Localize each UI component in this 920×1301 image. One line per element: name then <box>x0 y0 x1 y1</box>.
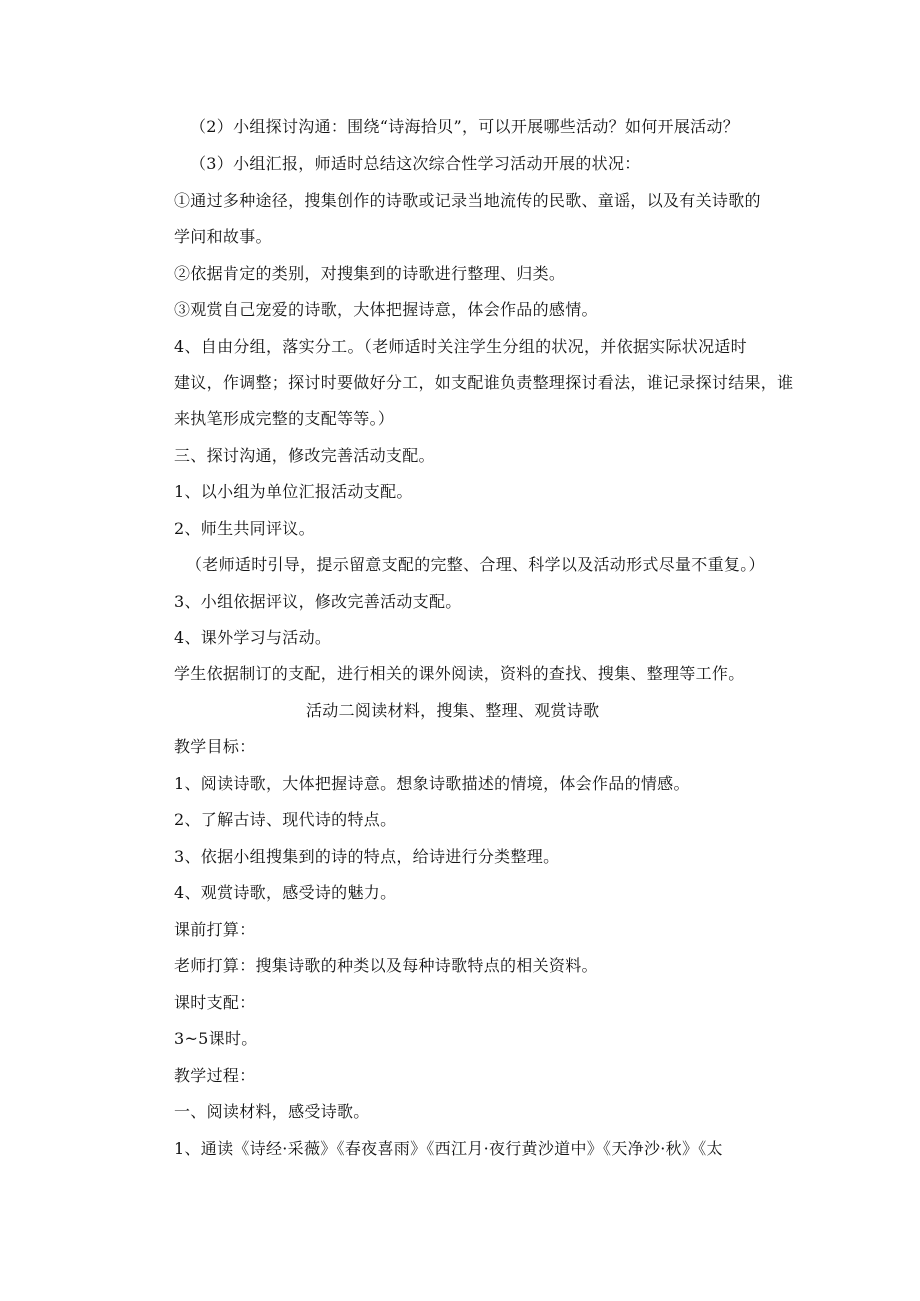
teaching-process-heading: 教学过程： <box>174 1066 256 1085</box>
paragraph-group-report: （3）小组汇报，师适时总结这次综合性学习活动开展的状况： <box>190 154 641 173</box>
preparation-heading: 课前打算： <box>174 920 256 939</box>
paragraph-item-3: ③观赏自己宠爱的诗歌，大体把握诗意，体会作品的感情。 <box>174 300 598 319</box>
goal-1: 1、阅读诗歌，大体把握诗意。想象诗歌描述的情境，体会作品的情感。 <box>174 774 690 793</box>
paragraph-grouping-line-3: 来执笔形成完整的支配等等。） <box>174 409 395 428</box>
paragraph-grouping-line-1: 4、自由分组，落实分工。（老师适时关注学生分组的状况，并依据实际状况适时 <box>174 337 747 356</box>
paragraph-step-4: 4、课外学习与活动。 <box>174 628 332 647</box>
paragraph-grouping-line-2: 建议，作调整；探讨时要做好分工，如支配谁负责整理探讨看法，谁记录探讨结果，谁 <box>174 373 794 392</box>
section-heading-three: 三、探讨沟通，修改完善活动支配。 <box>174 446 435 465</box>
paragraph-teacher-note: （老师适时引导，提示留意支配的完整、合理、科学以及活动形式尽量不重复。） <box>186 555 765 574</box>
paragraph-step-3: 3、小组依据评议，修改完善活动支配。 <box>174 592 462 611</box>
activity-two-heading: 活动二阅读材料，搜集、整理、观赏诗歌 <box>306 701 600 720</box>
lesson-plan-heading: 课时支配： <box>174 993 256 1012</box>
teaching-goals-heading: 教学目标： <box>174 737 256 756</box>
paragraph-discussion-question: （2）小组探讨沟通：围绕“诗海拾贝”，可以开展哪些活动？如何开展活动？ <box>190 117 740 136</box>
paragraph-student-work: 学生依据制订的支配，进行相关的课外阅读，资料的查找、搜集、整理等工作。 <box>174 664 745 683</box>
reading-list-line: 1、通读《诗经·采薇》《春夜喜雨》《西江月·夜行黄沙道中》《天净沙·秋》《太 <box>174 1139 723 1158</box>
goal-3: 3、依据小组搜集到的诗的特点，给诗进行分类整理。 <box>174 847 560 866</box>
paragraph-item-2: ②依据肯定的类别，对搜集到的诗歌进行整理、归类。 <box>174 264 566 283</box>
lesson-count: 3~5课时。 <box>174 1029 258 1048</box>
paragraph-item-1-line-1: ①通过多种途径，搜集创作的诗歌或记录当地流传的民歌、童谣，以及有关诗歌的 <box>174 191 761 210</box>
paragraph-step-1: 1、以小组为单位汇报活动支配。 <box>174 482 413 501</box>
paragraph-item-1-line-2: 学问和故事。 <box>174 227 272 246</box>
goal-4: 4、观赏诗歌，感受诗的魅力。 <box>174 883 397 902</box>
goal-2: 2、了解古诗、现代诗的特点。 <box>174 810 397 829</box>
process-step-one: 一、阅读材料，感受诗歌。 <box>174 1102 370 1121</box>
teacher-preparation: 老师打算：搜集诗歌的种类以及每种诗歌特点的相关资料。 <box>174 956 598 975</box>
paragraph-step-2: 2、师生共同评议。 <box>174 519 315 538</box>
